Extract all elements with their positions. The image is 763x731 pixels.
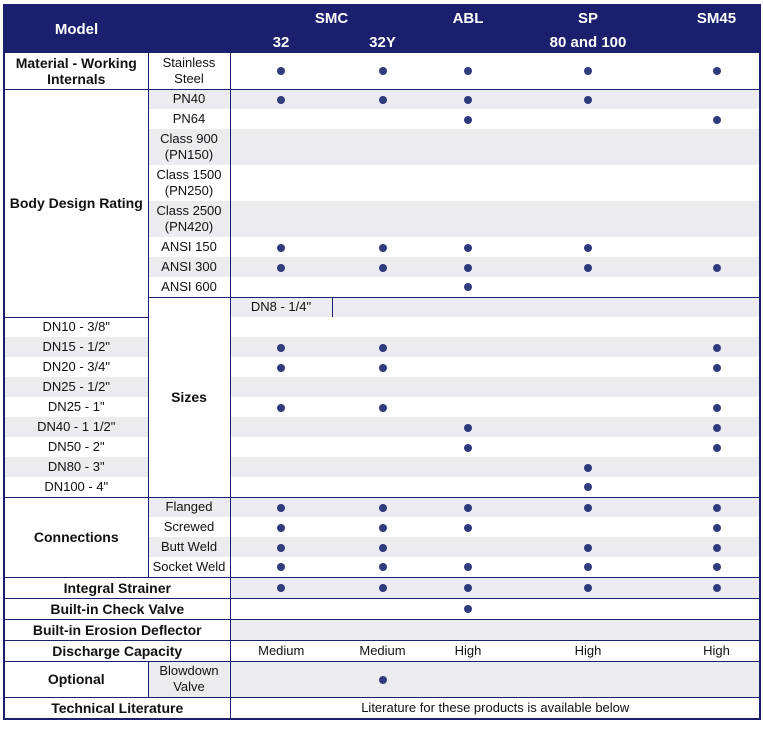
cell bbox=[433, 277, 503, 297]
cell bbox=[332, 317, 433, 337]
table-row bbox=[4, 53, 760, 89]
table-row bbox=[4, 337, 760, 357]
cell bbox=[332, 53, 433, 89]
cell bbox=[332, 109, 433, 129]
cell bbox=[503, 165, 673, 201]
table-row bbox=[4, 598, 760, 619]
row-label-dn25a: DN25 - 1/2" bbox=[4, 377, 148, 397]
cell bbox=[433, 437, 503, 457]
cell bbox=[503, 397, 673, 417]
row-label-dn40: DN40 - 1 1/2" bbox=[4, 417, 148, 437]
cell bbox=[332, 337, 433, 357]
table-row bbox=[4, 577, 760, 598]
availability-dot-icon bbox=[584, 244, 592, 252]
availability-dot-icon bbox=[584, 483, 592, 491]
cell bbox=[332, 129, 433, 165]
availability-dot-icon bbox=[277, 524, 285, 532]
cell bbox=[673, 598, 760, 619]
cell bbox=[230, 577, 332, 598]
availability-dot-icon bbox=[464, 524, 472, 532]
availability-dot-icon bbox=[277, 244, 285, 252]
cell bbox=[503, 497, 673, 517]
availability-dot-icon bbox=[379, 584, 387, 592]
cell bbox=[230, 377, 332, 397]
variant-smc-32y: 32Y bbox=[332, 31, 433, 53]
cell bbox=[230, 661, 332, 697]
availability-dot-icon bbox=[713, 444, 721, 452]
cell bbox=[332, 437, 433, 457]
cell bbox=[503, 53, 673, 89]
cell bbox=[230, 457, 332, 477]
cell bbox=[332, 89, 433, 109]
availability-dot-icon bbox=[379, 264, 387, 272]
availability-dot-icon bbox=[277, 584, 285, 592]
cell bbox=[503, 457, 673, 477]
cell bbox=[230, 537, 332, 557]
variant-smc-32: 32 bbox=[230, 31, 332, 53]
cell bbox=[332, 397, 433, 417]
cell bbox=[673, 165, 760, 201]
cell bbox=[433, 297, 503, 317]
cell bbox=[673, 201, 760, 237]
cell bbox=[503, 337, 673, 357]
availability-dot-icon bbox=[713, 264, 721, 272]
group-erosion: Built-in Erosion Deflector bbox=[4, 619, 230, 640]
group-discharge: Discharge Capacity bbox=[4, 640, 230, 661]
availability-dot-icon bbox=[277, 344, 285, 352]
header-spacer bbox=[148, 5, 230, 53]
cell bbox=[433, 577, 503, 598]
row-label-blowdown: Blowdown Valve bbox=[148, 661, 230, 697]
cell bbox=[673, 619, 760, 640]
cell bbox=[673, 417, 760, 437]
cell bbox=[673, 661, 760, 697]
cell bbox=[230, 317, 332, 337]
cell bbox=[503, 297, 673, 317]
cell bbox=[673, 237, 760, 257]
cell bbox=[433, 109, 503, 129]
cell bbox=[433, 237, 503, 257]
model-header: Model bbox=[4, 5, 148, 53]
cell bbox=[230, 53, 332, 89]
availability-dot-icon bbox=[379, 364, 387, 372]
availability-dot-icon bbox=[713, 404, 721, 412]
availability-dot-icon bbox=[584, 67, 592, 75]
availability-dot-icon bbox=[464, 264, 472, 272]
group-optional: Optional bbox=[4, 661, 148, 697]
cell bbox=[433, 457, 503, 477]
availability-dot-icon bbox=[713, 584, 721, 592]
capacity-smc-32: Medium bbox=[230, 640, 332, 661]
row-label-class900: Class 900 (PN150) bbox=[148, 129, 230, 165]
cell bbox=[332, 457, 433, 477]
availability-dot-icon bbox=[277, 504, 285, 512]
table-row bbox=[4, 457, 760, 477]
variant-abl bbox=[433, 31, 503, 53]
availability-dot-icon bbox=[379, 96, 387, 104]
row-label-dn100: DN100 - 4" bbox=[4, 477, 148, 497]
table-row bbox=[4, 317, 760, 337]
cell bbox=[433, 165, 503, 201]
row-label-ansi150: ANSI 150 bbox=[148, 237, 230, 257]
cell bbox=[503, 109, 673, 129]
availability-dot-icon bbox=[464, 504, 472, 512]
group-connections: Connections bbox=[4, 497, 148, 577]
table-row bbox=[4, 397, 760, 417]
cell bbox=[230, 397, 332, 417]
row-label-ansi600: ANSI 600 bbox=[148, 277, 230, 297]
availability-dot-icon bbox=[379, 676, 387, 684]
cell bbox=[230, 337, 332, 357]
row-label-class1500: Class 1500 (PN250) bbox=[148, 165, 230, 201]
cell bbox=[433, 477, 503, 497]
table-row bbox=[4, 377, 760, 397]
availability-dot-icon bbox=[713, 424, 721, 432]
cell bbox=[433, 619, 503, 640]
cell bbox=[433, 317, 503, 337]
cell bbox=[332, 257, 433, 277]
cell bbox=[332, 417, 433, 437]
cell bbox=[230, 257, 332, 277]
variant-sm45 bbox=[673, 31, 760, 53]
table-row bbox=[4, 437, 760, 457]
cell bbox=[503, 557, 673, 577]
availability-dot-icon bbox=[584, 504, 592, 512]
cell bbox=[673, 257, 760, 277]
cell bbox=[673, 53, 760, 89]
table-row bbox=[4, 640, 760, 661]
availability-dot-icon bbox=[464, 563, 472, 571]
cell bbox=[673, 437, 760, 457]
brand-abl: ABL bbox=[433, 5, 503, 31]
row-label-dn80: DN80 - 3" bbox=[4, 457, 148, 477]
table-row bbox=[4, 661, 760, 697]
cell bbox=[230, 201, 332, 237]
row-label-dn50: DN50 - 2" bbox=[4, 437, 148, 457]
availability-dot-icon bbox=[713, 544, 721, 552]
cell bbox=[332, 477, 433, 497]
availability-dot-icon bbox=[277, 544, 285, 552]
cell bbox=[332, 357, 433, 377]
cell bbox=[433, 397, 503, 417]
cell bbox=[503, 277, 673, 297]
cell bbox=[332, 537, 433, 557]
availability-dot-icon bbox=[277, 67, 285, 75]
cell bbox=[673, 297, 760, 317]
cell bbox=[673, 517, 760, 537]
availability-dot-icon bbox=[464, 244, 472, 252]
cell bbox=[503, 661, 673, 697]
literature-note: Literature for these products is available below bbox=[230, 697, 760, 719]
cell bbox=[433, 537, 503, 557]
cell bbox=[230, 129, 332, 165]
cell bbox=[503, 417, 673, 437]
availability-dot-icon bbox=[379, 404, 387, 412]
cell bbox=[503, 129, 673, 165]
availability-dot-icon bbox=[713, 524, 721, 532]
cell bbox=[673, 129, 760, 165]
cell bbox=[332, 517, 433, 537]
availability-dot-icon bbox=[464, 424, 472, 432]
row-label-class2500: Class 2500 (PN420) bbox=[148, 201, 230, 237]
cell bbox=[673, 317, 760, 337]
cell bbox=[433, 89, 503, 109]
availability-dot-icon bbox=[277, 563, 285, 571]
table-row bbox=[4, 417, 760, 437]
cell bbox=[503, 619, 673, 640]
group-literature: Technical Literature bbox=[4, 697, 230, 719]
row-label-ansi300: ANSI 300 bbox=[148, 257, 230, 277]
cell bbox=[673, 397, 760, 417]
row-label-buttweld: Butt Weld bbox=[148, 537, 230, 557]
cell bbox=[503, 201, 673, 237]
group-check-valve: Built-in Check Valve bbox=[4, 598, 230, 619]
row-label-dn25b: DN25 - 1" bbox=[4, 397, 148, 417]
cell bbox=[433, 497, 503, 517]
cell bbox=[230, 89, 332, 109]
cell bbox=[433, 417, 503, 437]
cell bbox=[230, 437, 332, 457]
cell bbox=[433, 357, 503, 377]
availability-dot-icon bbox=[584, 544, 592, 552]
availability-dot-icon bbox=[379, 244, 387, 252]
availability-dot-icon bbox=[277, 96, 285, 104]
availability-dot-icon bbox=[713, 344, 721, 352]
cell bbox=[332, 661, 433, 697]
cell bbox=[230, 477, 332, 497]
availability-dot-icon bbox=[379, 504, 387, 512]
cell bbox=[503, 317, 673, 337]
cell bbox=[433, 377, 503, 397]
capacity-sm45: High bbox=[673, 640, 760, 661]
availability-dot-icon bbox=[379, 544, 387, 552]
availability-dot-icon bbox=[464, 96, 472, 104]
availability-dot-icon bbox=[379, 524, 387, 532]
capacity-sp: High bbox=[503, 640, 673, 661]
cell bbox=[332, 165, 433, 201]
cell bbox=[332, 557, 433, 577]
cell bbox=[503, 357, 673, 377]
table-row bbox=[4, 497, 760, 517]
capacity-abl: High bbox=[433, 640, 503, 661]
cell bbox=[332, 297, 433, 317]
availability-dot-icon bbox=[277, 404, 285, 412]
row-label-stainless: Stainless Steel bbox=[148, 53, 230, 89]
cell bbox=[433, 129, 503, 165]
cell bbox=[332, 497, 433, 517]
cell bbox=[230, 497, 332, 517]
cell bbox=[332, 377, 433, 397]
cell bbox=[230, 619, 332, 640]
row-label-flanged: Flanged bbox=[148, 497, 230, 517]
availability-dot-icon bbox=[464, 584, 472, 592]
table-row bbox=[4, 697, 760, 719]
cell bbox=[433, 557, 503, 577]
row-label-pn40: PN40 bbox=[148, 89, 230, 109]
cell bbox=[503, 377, 673, 397]
availability-dot-icon bbox=[584, 584, 592, 592]
group-sizes: Sizes bbox=[148, 297, 230, 497]
availability-dot-icon bbox=[464, 605, 472, 613]
cell bbox=[503, 437, 673, 457]
cell bbox=[433, 53, 503, 89]
group-material: Material - Working Internals bbox=[4, 53, 148, 89]
comparison-table-container bbox=[3, 4, 759, 720]
cell bbox=[332, 619, 433, 640]
brand-sp: SP bbox=[503, 5, 673, 31]
cell bbox=[673, 537, 760, 557]
cell bbox=[503, 598, 673, 619]
availability-dot-icon bbox=[713, 504, 721, 512]
availability-dot-icon bbox=[713, 67, 721, 75]
availability-dot-icon bbox=[713, 364, 721, 372]
product-comparison-table bbox=[3, 4, 761, 720]
row-label-dn20: DN20 - 3/4" bbox=[4, 357, 148, 377]
cell bbox=[433, 517, 503, 537]
cell bbox=[433, 598, 503, 619]
cell bbox=[673, 377, 760, 397]
capacity-smc-32y: Medium bbox=[332, 640, 433, 661]
cell bbox=[673, 557, 760, 577]
cell bbox=[503, 537, 673, 557]
availability-dot-icon bbox=[464, 67, 472, 75]
cell bbox=[673, 457, 760, 477]
row-label-pn64: PN64 bbox=[148, 109, 230, 129]
cell bbox=[230, 557, 332, 577]
row-label-socketweld: Socket Weld bbox=[148, 557, 230, 577]
row-label-dn15: DN15 - 1/2" bbox=[4, 337, 148, 357]
availability-dot-icon bbox=[464, 444, 472, 452]
cell bbox=[230, 417, 332, 437]
cell bbox=[433, 661, 503, 697]
availability-dot-icon bbox=[584, 264, 592, 272]
row-label-dn10: DN10 - 3/8" bbox=[4, 317, 148, 337]
cell bbox=[332, 277, 433, 297]
availability-dot-icon bbox=[464, 116, 472, 124]
cell bbox=[503, 517, 673, 537]
cell bbox=[673, 277, 760, 297]
cell bbox=[230, 517, 332, 537]
cell bbox=[673, 109, 760, 129]
cell bbox=[503, 257, 673, 277]
variant-sp: 80 and 100 bbox=[503, 31, 673, 53]
availability-dot-icon bbox=[713, 116, 721, 124]
availability-dot-icon bbox=[584, 464, 592, 472]
availability-dot-icon bbox=[277, 264, 285, 272]
group-strainer: Integral Strainer bbox=[4, 577, 230, 598]
cell bbox=[673, 577, 760, 598]
cell bbox=[230, 109, 332, 129]
cell bbox=[673, 337, 760, 357]
row-label-dn8: DN8 - 1/4" bbox=[230, 297, 332, 317]
availability-dot-icon bbox=[584, 563, 592, 571]
cell bbox=[503, 477, 673, 497]
cell bbox=[230, 237, 332, 257]
table-row bbox=[4, 619, 760, 640]
cell bbox=[673, 497, 760, 517]
cell bbox=[433, 337, 503, 357]
cell bbox=[230, 165, 332, 201]
availability-dot-icon bbox=[379, 344, 387, 352]
availability-dot-icon bbox=[713, 563, 721, 571]
table-row bbox=[4, 89, 760, 109]
cell bbox=[230, 598, 332, 619]
table-row bbox=[4, 477, 760, 497]
availability-dot-icon bbox=[277, 364, 285, 372]
cell bbox=[503, 577, 673, 598]
availability-dot-icon bbox=[464, 283, 472, 291]
cell bbox=[230, 357, 332, 377]
cell bbox=[332, 598, 433, 619]
cell bbox=[673, 89, 760, 109]
availability-dot-icon bbox=[584, 96, 592, 104]
row-label-screwed: Screwed bbox=[148, 517, 230, 537]
cell bbox=[503, 89, 673, 109]
brand-smc: SMC bbox=[230, 5, 433, 31]
cell bbox=[332, 237, 433, 257]
brand-sm45: SM45 bbox=[673, 5, 760, 31]
cell bbox=[433, 201, 503, 237]
cell bbox=[673, 357, 760, 377]
group-body-design: Body Design Rating bbox=[4, 89, 148, 317]
availability-dot-icon bbox=[379, 67, 387, 75]
cell bbox=[433, 257, 503, 277]
availability-dot-icon bbox=[379, 563, 387, 571]
cell bbox=[503, 237, 673, 257]
cell bbox=[673, 477, 760, 497]
cell bbox=[230, 277, 332, 297]
table-row bbox=[4, 357, 760, 377]
cell bbox=[332, 577, 433, 598]
cell bbox=[332, 201, 433, 237]
